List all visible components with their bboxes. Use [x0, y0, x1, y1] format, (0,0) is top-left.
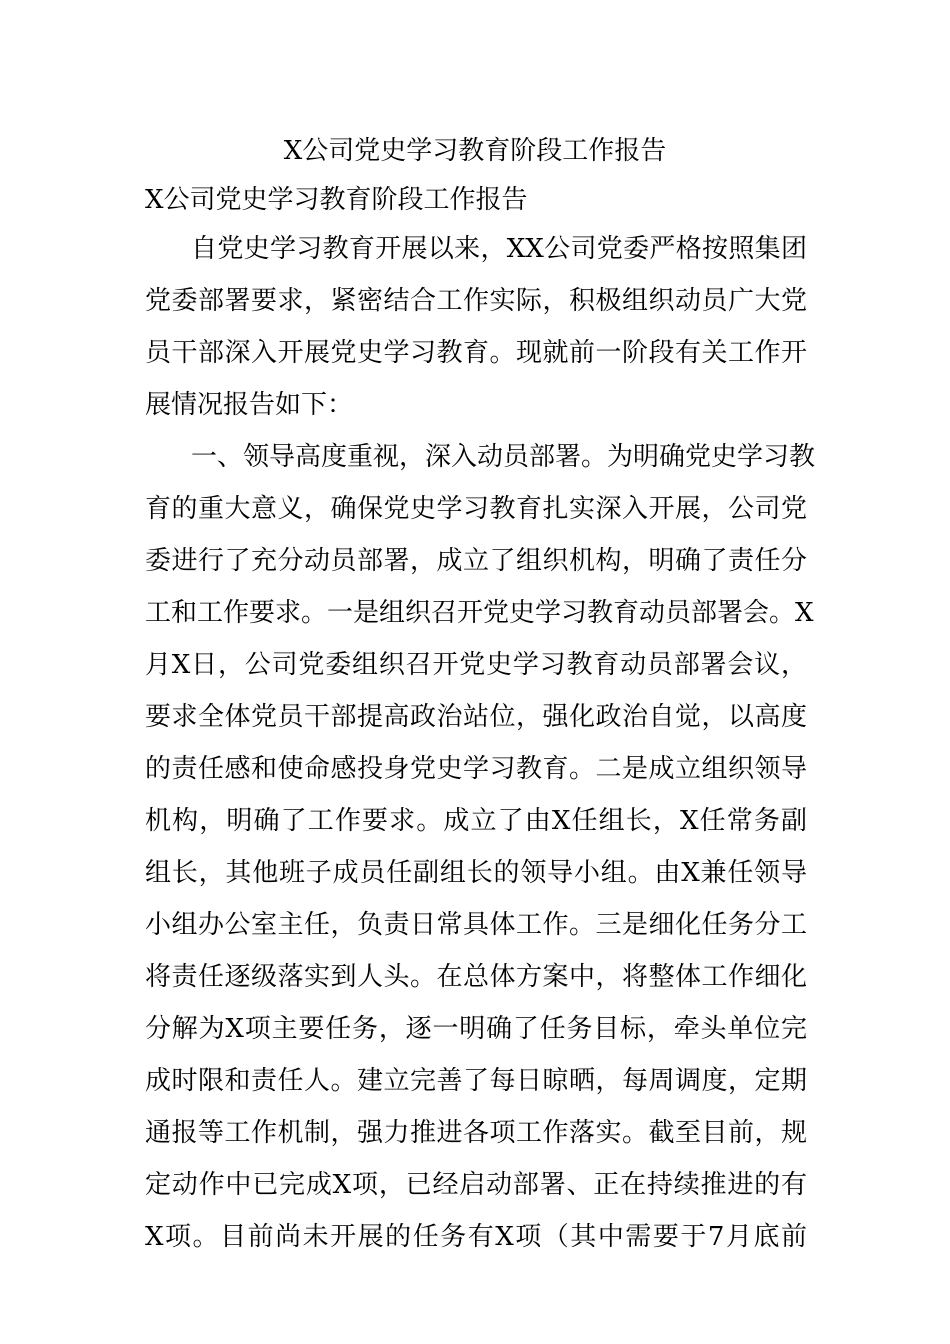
text-line: 委进行了充分动员部署，成立了组织机构，明确了责任分	[145, 546, 807, 576]
text-line: 机构，明确了工作要求。成立了由X任组长，X任常务副	[145, 806, 807, 836]
text-line: 自党史学习教育开展以来，XX公司党委严格按照集团	[191, 234, 807, 264]
text-line: 成时限和责任人。建立完善了每日晾晒，每周调度，定期	[145, 1066, 807, 1096]
text-line: 员干部深入开展党史学习教育。现就前一阶段有关工作开	[145, 338, 807, 368]
text-line: 的责任感和使命感投身党史学习教育。二是成立组织领导	[145, 754, 807, 784]
text-line: 月X日，公司党委组织召开党史学习教育动员部署会议，	[145, 650, 807, 680]
text-line: X项。目前尚未开展的任务有X项（其中需要于7月底前	[145, 1222, 807, 1252]
text-line: 工和工作要求。一是组织召开党史学习教育动员部署会。X	[145, 598, 814, 628]
text-line: 要求全体党员干部提高政治站位，强化政治自觉，以高度	[145, 702, 807, 732]
page-title: X公司党史学习教育阶段工作报告	[283, 136, 667, 166]
paragraph-section-one	[145, 438, 816, 1270]
body-text	[145, 230, 816, 1270]
text-line: 定动作中已完成X项，已经启动部署、正在持续推进的有	[145, 1170, 807, 1200]
text-line: 将责任逐级落实到人头。在总体方案中，将整体工作细化	[145, 962, 807, 992]
text-line: 分解为X项主要任务，逐一明确了任务目标，牵头单位完	[145, 1014, 807, 1044]
text-line: 组长，其他班子成员任副组长的领导小组。由X兼任领导	[145, 858, 807, 888]
text-line: 党委部署要求，紧密结合工作实际，积极组织动员广大党	[145, 286, 807, 316]
text-line: 小组办公室主任，负责日常具体工作。三是细化任务分工	[145, 910, 807, 940]
text-line: 一、领导高度重视，深入动员部署。为明确党史学习教	[191, 442, 816, 472]
paragraph-intro	[145, 230, 807, 438]
text-line: 展情况报告如下：	[145, 390, 354, 420]
text-line: 育的重大意义，确保党史学习教育扎实深入开展，公司党	[145, 494, 807, 524]
text-line: 通报等工作机制，强力推进各项工作落实。截至目前，规	[145, 1118, 807, 1148]
document-subtitle: X公司党史学习教育阶段工作报告	[145, 185, 528, 215]
